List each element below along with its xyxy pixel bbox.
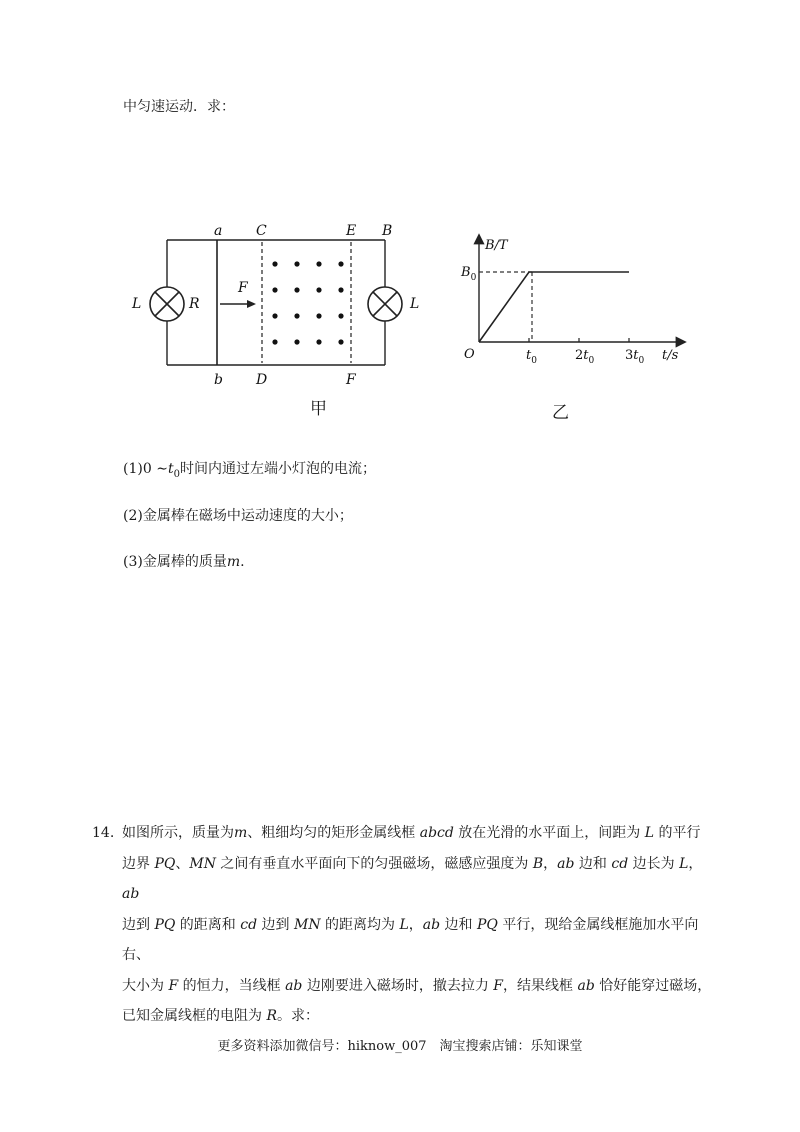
problem-line: 大小为 F 的恒力，当线框 ab 边刚要进入磁场时，撤去拉力 F，结果线框 ab 恰好能穿过磁场， [122,977,712,994]
circuit-figure [120,220,430,424]
magnetic-field-dots [272,261,343,344]
bt-graph [452,222,687,422]
label-b-corner: B [382,223,393,239]
bt-series-line [479,272,629,342]
problem-14 [92,818,712,1032]
label-l-left: L [132,296,142,312]
intro-line: 中匀速运动．求： [123,99,235,115]
sub-question-text: 时间内通过左端小灯泡的电流； [179,461,376,477]
sub-question-text: t [167,461,174,477]
footer-note: 更多资料添加微信号：hiknow_007 淘宝搜索店铺：乐知课堂 [217,1039,583,1054]
lamp-left-icon [150,287,184,321]
label-b: b [214,372,223,388]
label-f-arrow: F [238,280,248,296]
problem-line: 边到 PQ 的距离和 cd 边到 MN 的距离均为 L，ab 边和 PQ 平行，现给金属线框施加水平向右、 [122,916,699,963]
label-c: C [256,223,267,239]
bt-graph-figure [452,222,687,426]
caption-yi: 乙 [552,403,569,423]
lamp-right-icon [368,287,402,321]
sub-question-text: . [240,554,245,570]
label-r: R [189,296,200,312]
problem-text [122,818,712,1032]
label-f-bottom: F [346,372,356,388]
sub-question-text: 0 [173,468,180,480]
sub-question-text: 金属棒在磁场中运动速度的大小； [142,508,353,524]
problem-line: 已知金属线框的电阻为 R。求： [122,1008,319,1024]
b0-label: $B_0$ [461,265,477,283]
sub-question-number: (2) [123,508,143,524]
caption-jia: 甲 [310,399,327,419]
sub-question-number: (3) [123,554,143,570]
tick-label-t0: $t_0$ [526,348,537,366]
tick-label-3t0: $3t_0$ [625,348,645,366]
label-l-right: L [410,296,420,312]
label-e: E [346,223,357,239]
x-axis-label: t/s [662,348,679,363]
problem-number: 14. [92,825,115,841]
sub-question-number: (1) [123,461,143,477]
sub-question [123,551,245,571]
y-axis-label: B/T [485,238,508,253]
sub-question [123,458,376,480]
sub-question [123,505,353,525]
sub-question-text: 金属棒的质量 [142,554,227,570]
label-d: D [256,372,268,388]
origin-label: O [464,347,475,362]
problem-line: 如图所示，质量为m、粗细均匀的矩形金属线框 abcd 放在光滑的水平面上，间距为 L 的平行 [122,825,701,841]
sub-question-text: m [226,554,241,570]
circuit-diagram [120,220,430,420]
label-a: a [214,223,223,239]
tick-label-2t0: $2t_0$ [575,348,595,366]
problem-line: 边界 PQ、MN 之间有垂直水平面向下的匀强磁场，磁感应强度为 B，ab 边和 cd 边长为 L，ab [122,855,703,902]
sub-question-text: 0 ∼ [142,461,168,477]
